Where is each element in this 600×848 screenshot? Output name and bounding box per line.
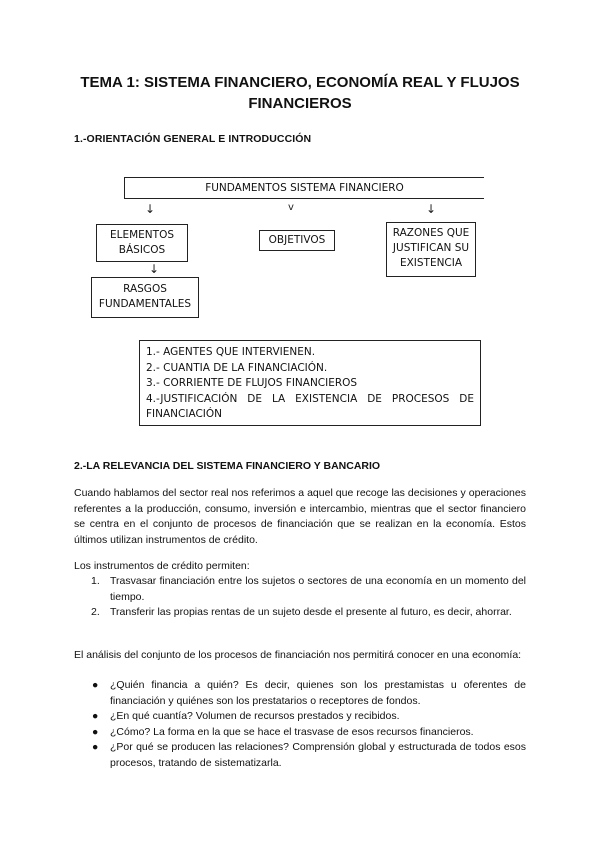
title-line-2: FINANCIEROS: [248, 95, 352, 112]
paragraph-instrumentos: Los instrumentos de crédito permiten:: [74, 560, 250, 572]
diagram-elementos-box: ELEMENTOS BÁSICOS: [96, 224, 188, 262]
diagram-rasgos-box: RASGOS FUNDAMENTALES: [91, 277, 199, 318]
agents-list-item: 2.- CUANTIA DE LA FINANCIACIÓN.: [146, 361, 328, 374]
bullet-list: [74, 678, 526, 771]
bullet-icon: ●: [92, 741, 99, 753]
arrow-down-rasgos: ↓: [149, 262, 160, 276]
agents-list-item: 3.- CORRIENTE DE FLUJOS FINANCIEROS: [146, 377, 358, 389]
list-item: ● ¿Por qué se producen las relaciones? Comprensión global y estructurada de todos esos procesos, tratando de sistematizarla.: [92, 741, 526, 769]
section-1-heading: 1.-ORIENTACIÓN GENERAL E INTRODUCCIÓN: [74, 133, 312, 145]
list-item: ● ¿Quién financia a quién? Es decir, quienes son los prestamistas u oferentes de financiación y quiénes son los prestatarios o receptores de fondos.: [92, 679, 526, 707]
agents-list-item: FINANCIACIÓN: [146, 408, 223, 420]
list-item: ● ¿En qué cuantía? Volumen de recursos prestados y recibidos.: [74, 709, 526, 725]
bullet-icon: ●: [92, 725, 99, 738]
agents-list-box: [139, 340, 481, 426]
diagram-razones-box: RAZONES QUE JUSTIFICAN SU EXISTENCIA: [386, 222, 476, 277]
paragraph-analisis: El análisis del conjunto de los procesos de financiación nos permitirá conocer en una economía:: [74, 649, 522, 661]
list-item: 2. Transferir las propias rentas de un sujeto desde el presente al futuro, es decir, ahorrar.: [91, 606, 512, 618]
list-item: ● ¿Cómo? La forma en la que se hace el trasvase de esos recursos financieros.: [74, 725, 526, 741]
ordered-list: [74, 574, 526, 621]
section-2-heading: 2.-LA RELEVANCIA DEL SISTEMA FINANCIERO Y BANCARIO: [74, 460, 381, 472]
page-title: [60, 72, 540, 114]
arrow-v-middle: v: [288, 202, 294, 213]
diagram-objetivos-box: OBJETIVOS: [259, 230, 335, 251]
arrow-down-left: ↓: [145, 202, 156, 216]
agents-list-item: 1.- AGENTES QUE INTERVIENEN.: [146, 346, 316, 358]
list-item: 1. Trasvasar financiación entre los sujetos o sectores de una economía en un momento del tiempo.: [91, 575, 526, 603]
paragraph-sector-real: Cuando hablamos del sector real nos referimos a aquel que recoge las decisiones y operaciones referentes a la producción, consumo, inversión e intercambio, mientras que el sector financiero se centra en el conjunto de procesos de financiación que se realizan en la economía. Estos últimos utilizan instrumentos de crédito.: [74, 487, 526, 546]
arrow-down-right: ↓: [426, 202, 437, 216]
agents-list-item: 4.-JUSTIFICACIÓN DE LA EXISTENCIA DE PROCESOS DE: [146, 392, 474, 405]
bullet-icon: ●: [92, 679, 99, 691]
bullet-icon: ●: [92, 710, 99, 722]
title-line-1: TEMA 1: SISTEMA FINANCIERO, ECONOMÍA REAL Y FLUJOS: [80, 74, 520, 91]
diagram-top-box: FUNDAMENTOS SISTEMA FINANCIERO: [124, 177, 484, 199]
